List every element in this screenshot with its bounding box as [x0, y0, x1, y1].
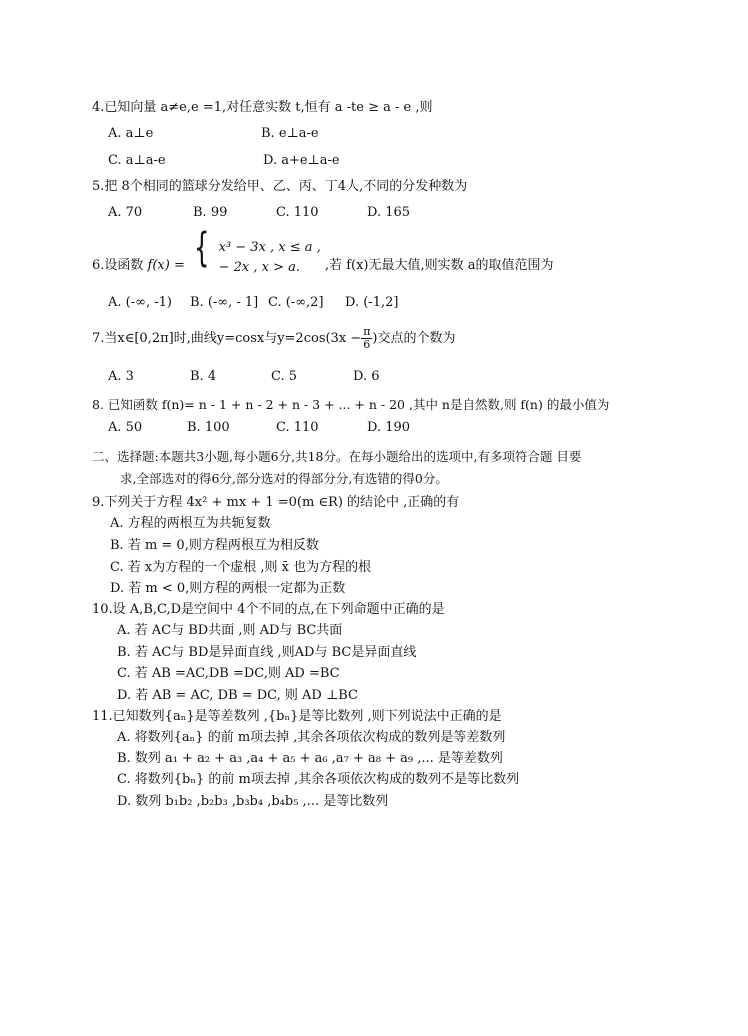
- q9-option-a: A. 方程的两根互为共轭复数: [110, 516, 271, 531]
- q10-option-d: D. 若 AB = AC, DB = DC, 则 AD ⊥BC: [117, 688, 358, 703]
- section2-heading-line2: 求,全部选对的得6分,部分选对的得部分分,有选错的得0分。: [120, 471, 448, 486]
- q7-option-d: D. 6: [353, 369, 380, 384]
- q4-option-a: A. a⊥e: [108, 126, 154, 141]
- q6-stem: [92, 225, 554, 284]
- q11-option-b: B. 数列 a₁ + a₂ + a₃ ,a₄ + a₅ + a₆ ,a₇ + a₈ + a₉ ,... 是等差数列: [117, 751, 503, 766]
- q5-option-c: C. 110: [276, 205, 319, 220]
- q6-option-b: B. (-∞, - 1]: [190, 295, 259, 310]
- q7-prefix: 7.当x∈[0,2π]时,曲线y=cosx与y=2cos(3x −: [92, 331, 362, 346]
- q7-fraction-denominator: 6: [363, 338, 371, 351]
- q11-option-a: A. 将数列{aₙ} 的前 m项去掉 ,其余各项依次构成的数列是等差数列: [117, 730, 506, 745]
- q6-suffix: ,若 f(x)无最大值,则实数 a的取值范围为: [324, 258, 554, 273]
- q7-option-a: A. 3: [108, 369, 134, 384]
- q6-function-lhs: f(x) =: [147, 258, 185, 273]
- q7-fraction: [361, 326, 372, 351]
- q9-stem: 9.下列关于方程 4x² + mx + 1 =0(m ∈R) 的结论中 ,正确的有: [92, 495, 460, 510]
- q8-stem: 8. 已知函数 f(n)= n - 1 + n - 2 + n - 3 + ... + n - 20 ,其中 n是自然数,则 f(n) 的最小值为: [92, 397, 610, 412]
- q8-option-d: D. 190: [367, 420, 411, 435]
- q7-option-b: B. 4: [190, 369, 217, 384]
- q6-prefix: 6.设函数: [92, 258, 144, 273]
- q8-option-a: A. 50: [108, 420, 143, 435]
- q6-piecewise-cases: [219, 238, 321, 278]
- q5-option-a: A. 70: [108, 205, 143, 220]
- q10-stem: 10.设 A,B,C,D是空间中 4个不同的点,在下列命题中正确的是: [92, 602, 445, 617]
- q10-option-a: A. 若 AC与 BD共面 ,则 AD与 BC共面: [117, 623, 343, 638]
- q4-option-b: B. e⊥a-e: [261, 126, 319, 141]
- q6-case-1: x³ − 3x , x ≤ a ,: [218, 239, 321, 255]
- q8-option-c: C. 110: [276, 420, 319, 435]
- q6-option-d: D. (-1,2]: [345, 295, 399, 310]
- q9-option-d: D. 若 m < 0,则方程的两根一定都为正数: [110, 581, 346, 596]
- q4-stem: 4.已知向量 a≠e,e =1,对任意实数 t,恒有 a -te ≥ a - e ,则: [92, 100, 433, 115]
- q7-option-c: C. 5: [271, 369, 298, 384]
- q4-option-c: C. a⊥a-e: [108, 153, 166, 168]
- q11-option-c: C. 将数列{bₙ} 的前 m项去掉 ,其余各项依次构成的数列不是等比数列: [117, 772, 520, 787]
- q9-option-b: B. 若 m = 0,则方程两根互为相反数: [110, 538, 319, 553]
- section2-heading-line1: 二、选择题:本题共3小题,每小题6分,共18分。在每小题给出的选项中,有多项符合题 目要: [92, 449, 582, 464]
- q4-option-d: D. a+e⊥a-e: [263, 153, 340, 168]
- q7-fraction-numerator: π: [363, 325, 371, 338]
- q8-option-b: B. 100: [187, 420, 230, 435]
- q10-option-c: C. 若 AB =AC,DB =DC,则 AD =BC: [117, 666, 340, 681]
- q5-stem: 5.把 8个相同的篮球分发给甲、乙、丙、丁4人,不同的分发种数为: [92, 179, 468, 194]
- q7-suffix: )交点的个数为: [372, 331, 456, 346]
- q5-option-d: D. 165: [367, 205, 411, 220]
- q7-stem: [92, 324, 456, 354]
- q6-option-c: C. (-∞,2]: [268, 295, 324, 310]
- q9-option-c: C. 若 x为方程的一个虚根 ,则 x̄ 也为方程的根: [110, 560, 372, 575]
- q6-case-2: − 2x , x > a.: [218, 259, 300, 275]
- q11-stem: 11.已知数列{aₙ}是等差数列 ,{bₙ}是等比数列 ,则下列说法中正确的是: [92, 709, 502, 724]
- q10-option-b: B. 若 AC与 BD是异面直线 ,则AD与 BC是异面直线: [117, 645, 417, 660]
- q6-option-a: A. (-∞, -1): [108, 295, 172, 310]
- q5-option-b: B. 99: [193, 205, 228, 220]
- q11-option-d: D. 数列 b₁b₂ ,b₂b₃ ,b₃b₄ ,b₄b₅ ,... 是等比数列: [117, 794, 389, 809]
- left-brace-icon: {: [194, 225, 210, 271]
